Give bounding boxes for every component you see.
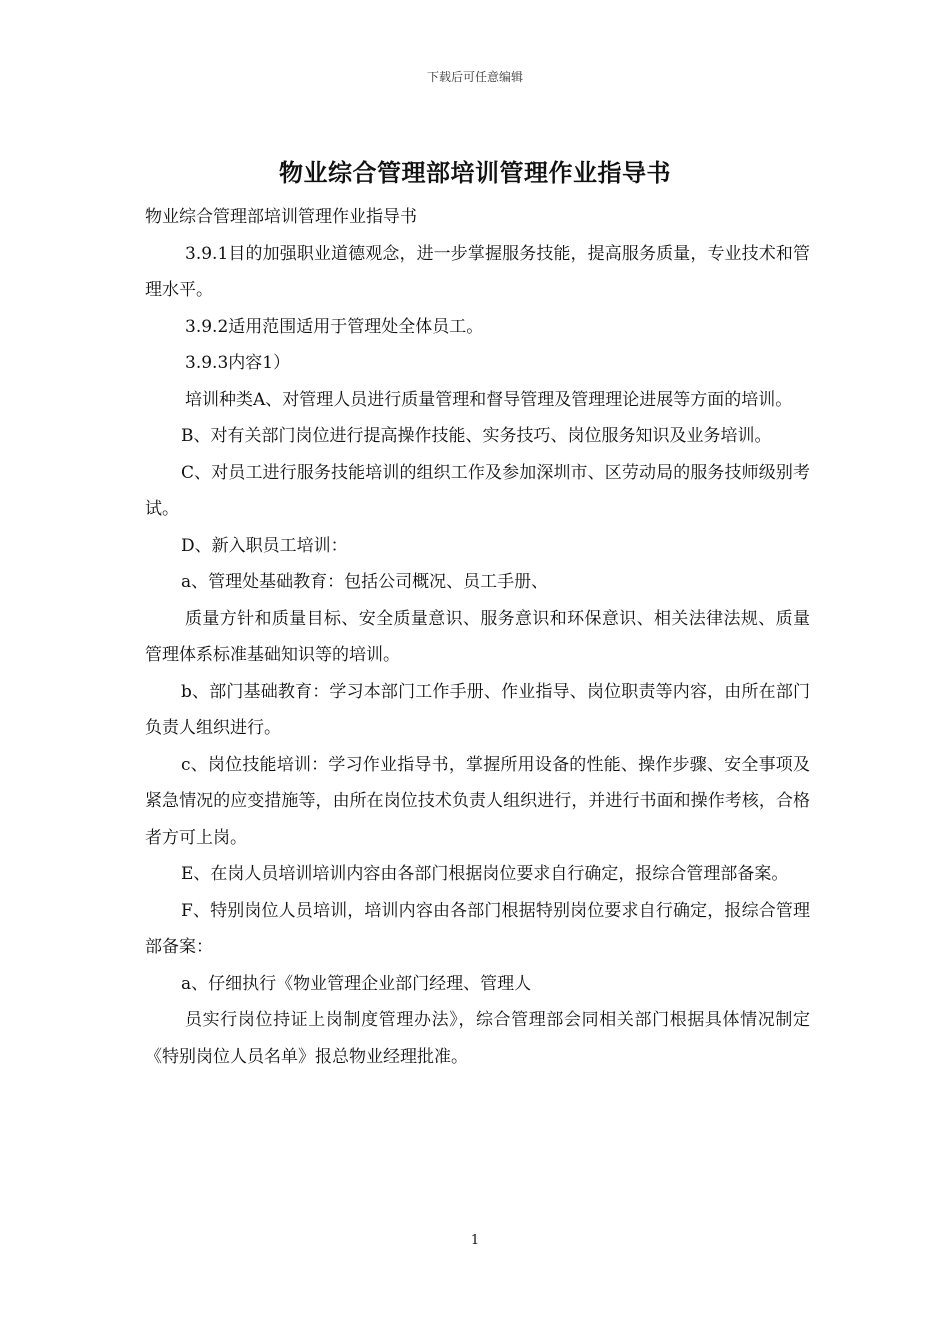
paragraph-purpose: 3.9.1目的加强职业道德观念，进一步掌握服务技能，提高服务质量，专业技术和管理水平。: [145, 243, 810, 300]
paragraph-training-type-a: 培训种类A、对管理人员进行质量管理和督导管理及管理理论进展等方面的培训。: [185, 389, 793, 410]
header-note: 下载后可任意编辑: [426, 70, 523, 84]
paragraph-training-c: C、对员工进行服务技能培训的组织工作及参加深圳市、区劳动局的服务技师级别考试。: [145, 462, 810, 519]
paragraph-training-f: F、特别岗位人员培训，培训内容由各部门根据特别岗位要求自行确定，报综合管理部备案：: [145, 900, 810, 957]
paragraph-training-d: D、新入职员工培训：: [181, 535, 348, 556]
paragraph-d-b: b、部门基础教育：学习本部门工作手册、作业指导、岗位职责等内容，由所在部门负责人组织进行。: [145, 681, 810, 738]
paragraph-d-a: a、管理处基础教育：包括公司概况、员工手册、: [181, 572, 549, 592]
paragraph-scope: 3.9.2适用范围适用于管理处全体员工。: [185, 316, 484, 337]
paragraph-f-a-continued: 员实行岗位持证上岗制度管理办法》，综合管理部会同相关部门根据具体情况制定《特别岗位人员名单》报总物业经理批准。: [145, 1010, 810, 1067]
paragraph-d-a-continued: 质量方针和质量目标、安全质量意识、服务意识和环保意识、相关法律法规、质量管理体系标准基础知识等的培训。: [145, 608, 810, 665]
subtitle-paragraph: 物业综合管理部培训管理作业指导书: [145, 207, 417, 227]
document-body: [145, 199, 810, 1075]
paragraph-training-b: B、对有关部门岗位进行提高操作技能、实务技巧、岗位服务知识及业务培训。: [181, 426, 772, 446]
paragraph-d-c: c、岗位技能培训：学习作业指导书，掌握所用设备的性能、操作步骤、安全事项及紧急情况的应变措施等，由所在岗位技术负责人组织进行，并进行书面和操作考核，合格者方可上岗。: [145, 754, 810, 848]
paragraph-content-heading: 3.9.3内容1）: [185, 353, 291, 373]
page-number: 1: [470, 1233, 480, 1248]
paragraph-training-e: E、在岗人员培训培训内容由各部门根据岗位要求自行确定，报综合管理部备案。: [181, 864, 789, 884]
document-title: 物业综合管理部培训管理作业指导书: [279, 159, 671, 187]
paragraph-f-a: a、仔细执行《物业管理企业部门经理、管理人: [181, 973, 532, 994]
